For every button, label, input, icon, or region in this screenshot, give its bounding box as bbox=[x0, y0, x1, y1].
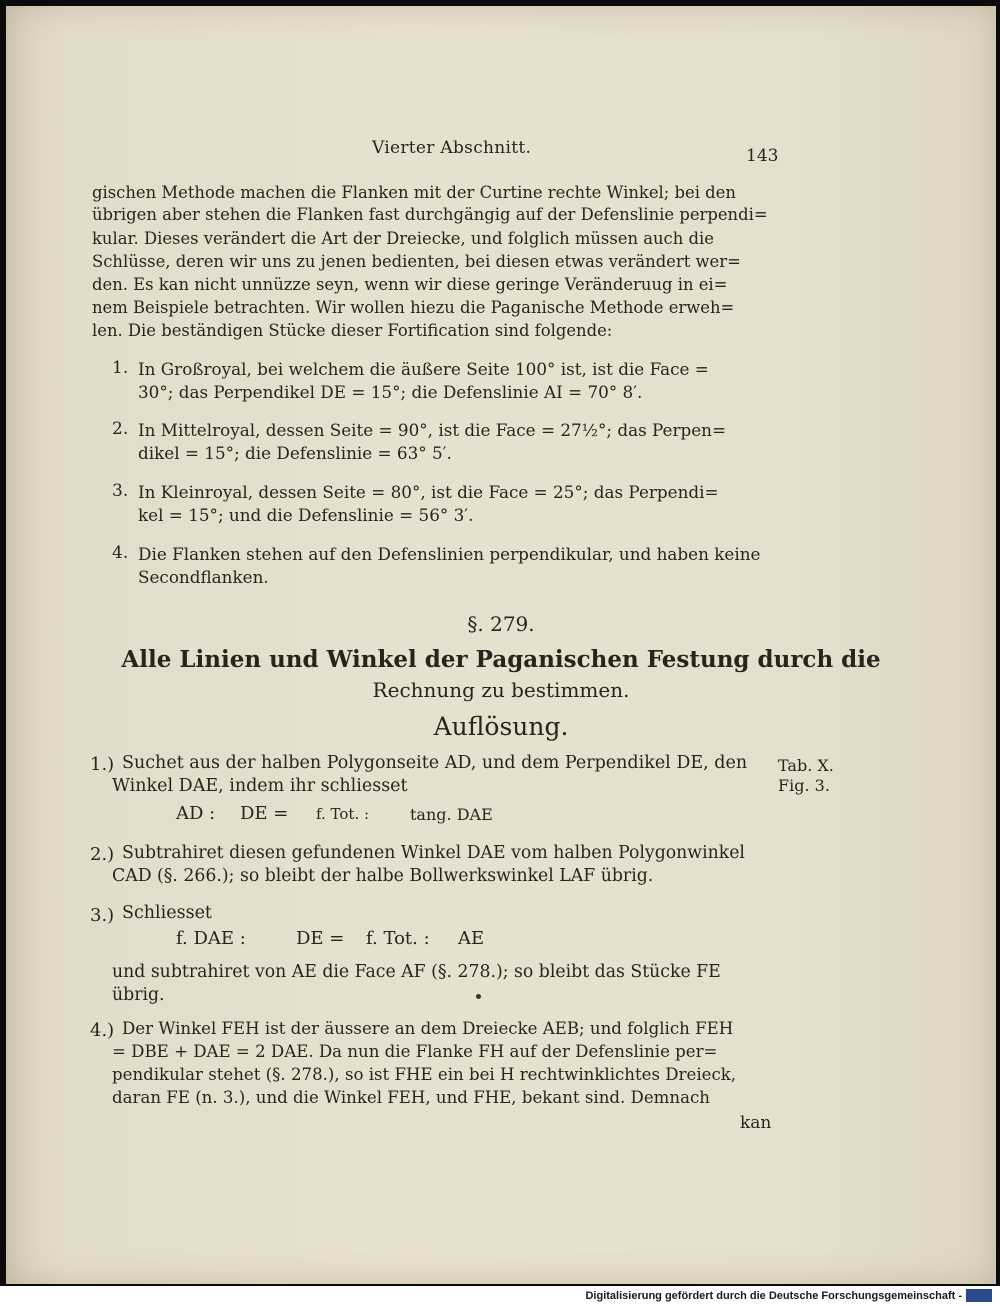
list-item-line: In Kleinroyal, dessen Seite = 80°, ist die Face = 25°; das Perpendi= bbox=[138, 482, 719, 502]
intro-line: len. Die beständigen Stücke dieser Fortification sind folgende: bbox=[92, 321, 613, 340]
intro-line: Schlüsse, deren wir uns zu jenen bedienten, bei diesen etwas verändert wer= bbox=[92, 252, 741, 271]
funding-credit: Digitalisierung gefördert durch die Deutsche Forschungsgemeinschaft - bbox=[585, 1290, 962, 1302]
step-number: 4.) bbox=[90, 1020, 115, 1041]
page-number: 143 bbox=[746, 146, 779, 166]
step-line: Winkel DAE, indem ihr schliesset bbox=[112, 776, 408, 796]
step-line: pendikular stehet (§. 278.), so ist FHE ein bei H rechtwinklichtes Dreieck, bbox=[112, 1065, 737, 1084]
step-line: Suchet aus der halben Polygonseite AD, und dem Perpendikel DE, den bbox=[122, 753, 748, 773]
page-content bbox=[6, 6, 996, 1284]
intro-line: nem Beispiele betrachten. Wir wollen hiezu die Paganische Methode erweh= bbox=[92, 298, 735, 317]
section-number: §. 279. bbox=[467, 612, 535, 636]
ink-speck bbox=[476, 994, 481, 999]
section-subtitle: Rechnung zu bestimmen. bbox=[372, 678, 630, 702]
proportion-term: tang. DAE bbox=[410, 805, 493, 824]
margin-note-figure: Fig. 3. bbox=[778, 776, 830, 795]
proportion-term: f. DAE : bbox=[176, 928, 246, 949]
step-line: Subtrahiret diesen gefundenen Winkel DAE vom halben Polygonwinkel bbox=[122, 843, 745, 863]
proportion-term: f. Tot. : bbox=[366, 928, 430, 949]
list-item-line: kel = 15°; und die Defenslinie = 56° 3′. bbox=[138, 505, 474, 525]
intro-line: übrigen aber stehen die Flanken fast durchgängig auf der Defenslinie perpendi= bbox=[92, 205, 768, 224]
step-line: daran FE (n. 3.), und die Winkel FEH, und FHE, bekant sind. Demnach bbox=[112, 1088, 710, 1107]
book-page bbox=[6, 6, 996, 1284]
running-head: Vierter Abschnitt. bbox=[372, 138, 532, 158]
step-line: übrig. bbox=[112, 985, 165, 1005]
proportion-term: AD : bbox=[176, 803, 216, 824]
list-item-line: dikel = 15°; die Defenslinie = 63° 5′. bbox=[138, 443, 452, 463]
step-line: CAD (§. 266.); so bleibt der halbe Bollwerkswinkel LAF übrig. bbox=[112, 866, 654, 886]
step-number: 2.) bbox=[90, 844, 115, 865]
step-number: 1.) bbox=[90, 754, 115, 775]
solution-heading: Auflösung. bbox=[433, 712, 569, 741]
list-item-line: 30°; das Perpendikel DE = 15°; die Defenslinie AI = 70° 8′. bbox=[138, 382, 643, 402]
list-item-line: Die Flanken stehen auf den Defenslinien perpendikular, und haben keine bbox=[138, 544, 761, 564]
list-item-number: 1. bbox=[112, 358, 129, 378]
list-item-line: In Mittelroyal, dessen Seite = 90°, ist die Face = 27½°; das Perpen= bbox=[138, 420, 727, 440]
list-item-line: Secondflanken. bbox=[138, 567, 269, 587]
proportion-term: DE = bbox=[240, 803, 289, 824]
step-number: 3.) bbox=[90, 905, 115, 926]
step-line: Der Winkel FEH ist der äussere an dem Dreiecke AEB; und folglich FEH bbox=[122, 1019, 734, 1038]
intro-line: kular. Dieses verändert die Art der Dreiecke, und folglich müssen auch die bbox=[92, 229, 714, 248]
dfg-logo bbox=[966, 1289, 992, 1302]
step-line: = DBE + DAE = 2 DAE. Da nun die Flanke FH auf der Defenslinie per= bbox=[112, 1042, 718, 1061]
catchword: kan bbox=[740, 1113, 772, 1133]
proportion-term: f. Tot. : bbox=[316, 805, 370, 823]
step-line: und subtrahiret von AE die Face AF (§. 278.); so bleibt das Stücke FE bbox=[112, 962, 721, 982]
margin-note-table: Tab. X. bbox=[778, 756, 834, 775]
list-item-number: 3. bbox=[112, 481, 129, 501]
section-title: Alle Linien und Winkel der Paganischen Festung durch die bbox=[121, 646, 881, 673]
intro-line: den. Es kan nicht unnüzze seyn, wenn wir diese geringe Veränderuug in ei= bbox=[92, 275, 728, 294]
step-line: Schliesset bbox=[122, 903, 212, 923]
list-item-line: In Großroyal, bei welchem die äußere Seite 100° ist, ist die Face = bbox=[138, 359, 709, 379]
list-item-number: 4. bbox=[112, 543, 129, 563]
proportion-term: AE bbox=[458, 928, 485, 949]
intro-line: gischen Methode machen die Flanken mit der Curtine rechte Winkel; bei den bbox=[92, 183, 736, 202]
list-item-number: 2. bbox=[112, 419, 129, 439]
proportion-term: DE = bbox=[296, 928, 345, 949]
